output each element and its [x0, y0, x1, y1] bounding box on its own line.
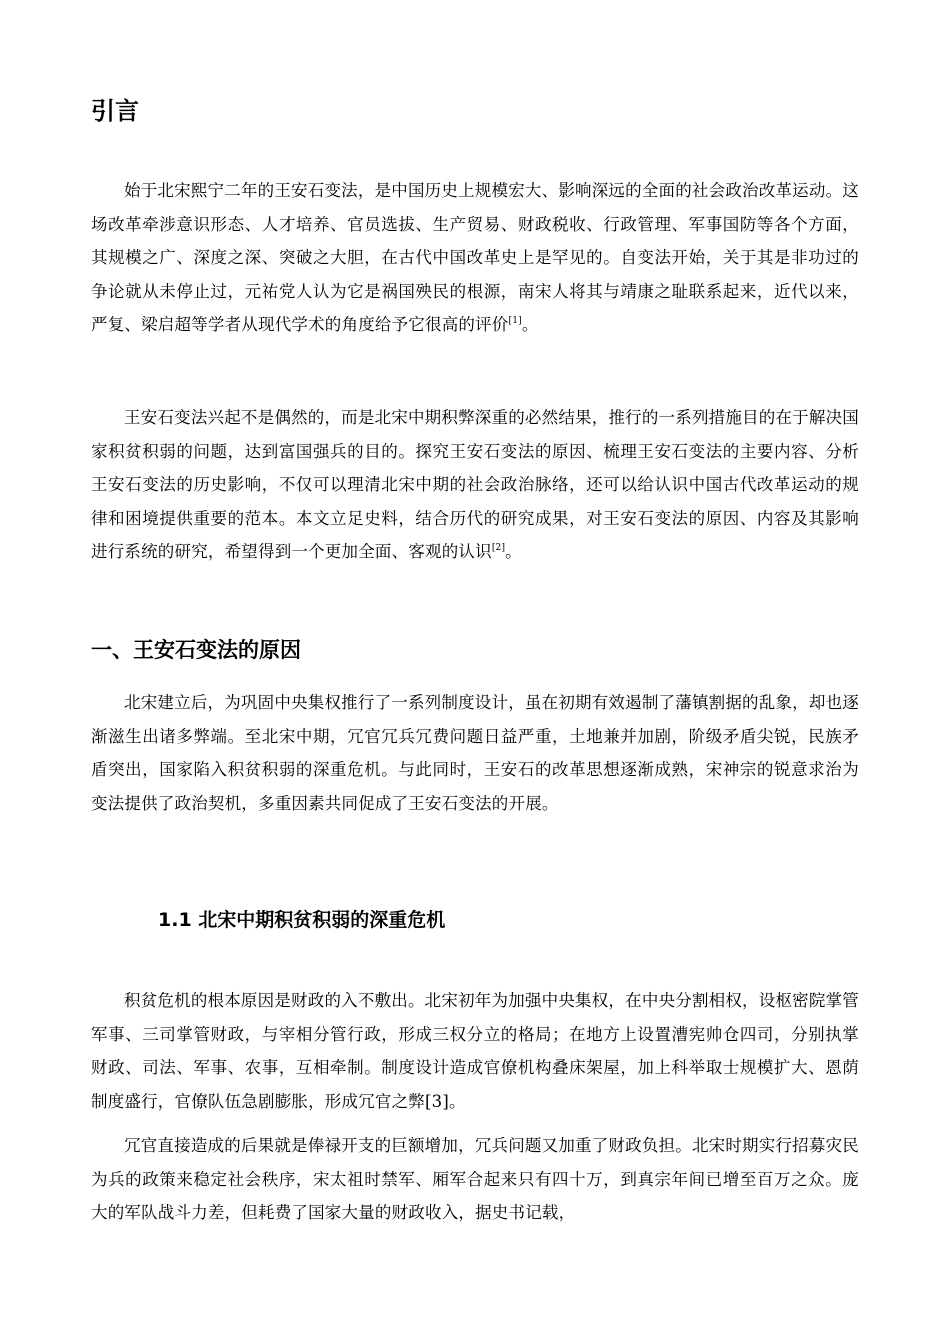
section-1-heading: 一、王安石变法的原因	[91, 638, 301, 662]
citation-1: [1]	[508, 316, 522, 326]
section-1-1-heading: 1.1 北宋中期积贫积弱的深重危机	[158, 909, 446, 931]
section-1-1-paragraph-1: 积贫危机的根本原因是财政的入不敷出。北宋初年为加强中央集权，在中央分割相权，设枢密院掌管军事、三司掌管财政，与宰相分管行政，形成三权分立的格局；在地方上设置漕宪帅仓四司，分别执掌财政、司法、军事、农事，互相牵制。制度设计造成官僚机构叠床架屋，加上科举取士规模扩大、恩荫制度盛行，官僚队伍急剧膨胀，形成冗官之弊[3]。	[91, 991, 859, 1111]
section-1-1-paragraph-2: 冗官直接造成的后果就是俸禄开支的巨额增加，冗兵问题又加重了财政负担。北宋时期实行招募灾民为兵的政策来稳定社会秩序，宋太祖时禁军、厢军合起来只有四十万，到真宗年间已增至百万之众。庞大的军队战斗力差，但耗费了国家大量的财政收入，据史书记载，	[91, 1136, 859, 1222]
intro-paragraph-1	[91, 174, 859, 342]
intro-heading: 引言	[91, 97, 139, 125]
intro-paragraph-1-end: 。	[521, 315, 539, 334]
citation-2: [2]	[491, 543, 506, 553]
intro-paragraph-2	[91, 401, 859, 569]
intro-paragraph-2-text: 王安石变法兴起不是偶然的，而是北宋中期积弊深重的必然结果，推行的一系列措施目的在于解决国家积贫积弱的问题，达到富国强兵的目的。探究王安石变法的原因、梳理王安石变法的主要内容、分析王安石变法的历史影响，不仅可以理清北宋中期的社会政治脉络，还可以给认识中国古代改革运动的规律和困境提供重要的范本。本文立足史料，结合历代的研究成果，对王安石变法的原因、内容及其影响进行系统的研究，希望得到一个更加全面、客观的认识	[91, 408, 859, 561]
section-1-paragraph-1: 北宋建立后，为巩固中央集权推行了一系列制度设计，虽在初期有效遏制了藩镇割据的乱象，却也逐渐滋生出诸多弊端。至北宋中期，冗官冗兵冗费问题日益严重，土地兼并加剧，阶级矛盾尖锐，民族矛盾突出，国家陷入积贫积弱的深重危机。与此同时，王安石的改革思想逐渐成熟，宋神宗的锐意求治为变法提供了政治契机，多重因素共同促成了王安石变法的开展。	[91, 693, 859, 813]
intro-paragraph-2-end: 。	[505, 542, 522, 561]
intro-paragraph-1-text: 始于北宋熙宁二年的王安石变法，是中国历史上规模宏大、影响深远的全面的社会政治改革运动。这场改革牵涉意识形态、人才培养、官员选拔、生产贸易、财政税收、行政管理、军事国防等各个方面，其规模之广、深度之深、突破之大胆，在古代中国改革史上是罕见的。自变法开始，关于其是非功过的争论就从未停止过，元祐党人认为它是祸国殃民的根源，南宋人将其与靖康之耻联系起来，近代以来，严复、梁启超等学者从现代学术的角度给予它很高的评价	[91, 181, 859, 334]
